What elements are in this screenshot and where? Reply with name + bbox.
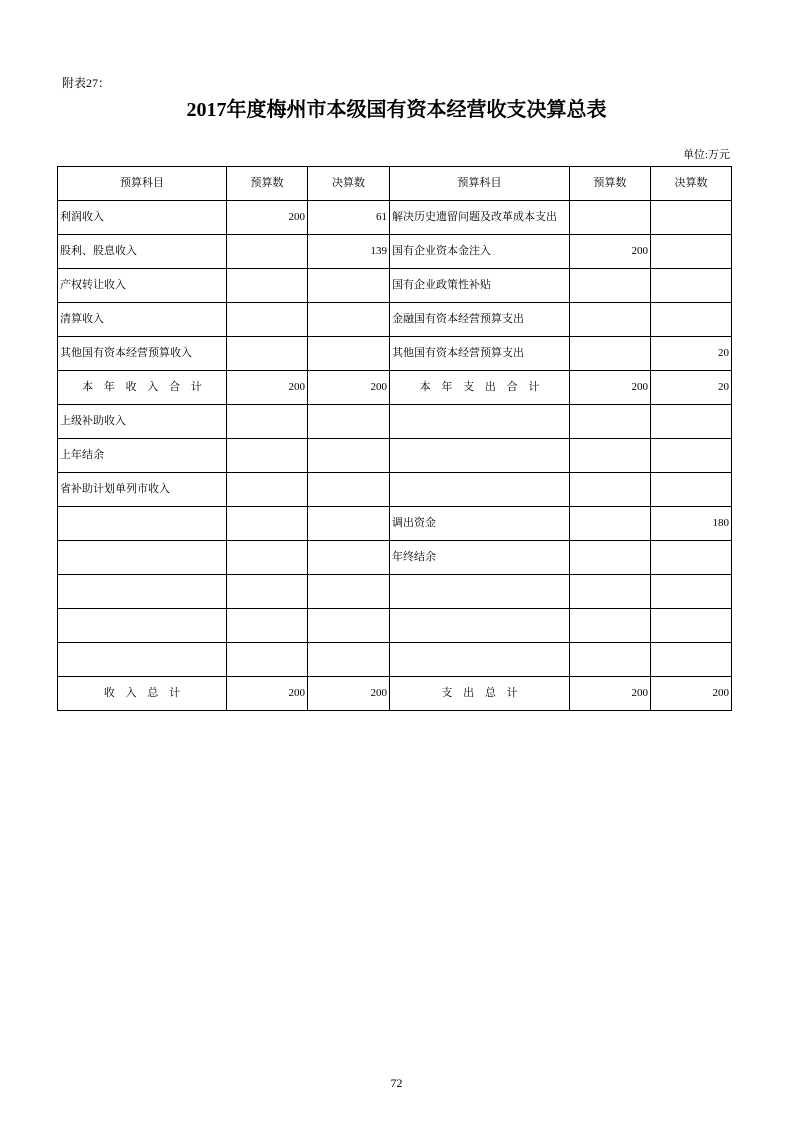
table-row <box>58 201 732 235</box>
income-budget-cell <box>227 337 308 371</box>
table-row <box>58 235 732 269</box>
income-final-cell <box>308 405 390 439</box>
income-item-cell: 收 入 总 计 <box>58 677 227 711</box>
table-row <box>58 609 732 643</box>
income-final-cell <box>308 643 390 677</box>
income-budget-cell <box>227 235 308 269</box>
income-item-cell: 产权转让收入 <box>58 269 227 303</box>
expense-final-cell <box>651 405 732 439</box>
expense-item-cell: 国有企业政策性补贴 <box>390 269 570 303</box>
expense-item-cell: 年终结余 <box>390 541 570 575</box>
income-budget-cell <box>227 405 308 439</box>
expense-final-cell: 200 <box>651 677 732 711</box>
expense-final-cell: 20 <box>651 371 732 405</box>
expense-final-cell <box>651 439 732 473</box>
expense-budget-cell: 200 <box>570 371 651 405</box>
header-expense-item: 预算科目 <box>390 167 570 201</box>
header-income-budget: 预算数 <box>227 167 308 201</box>
expense-item-cell: 国有企业资本金注入 <box>390 235 570 269</box>
expense-final-cell <box>651 609 732 643</box>
expense-item-cell <box>390 439 570 473</box>
expense-budget-cell: 200 <box>570 677 651 711</box>
expense-item-cell: 其他国有资本经营预算支出 <box>390 337 570 371</box>
income-final-cell <box>308 269 390 303</box>
expense-budget-cell <box>570 643 651 677</box>
expense-final-cell <box>651 201 732 235</box>
budget-final-account-table <box>57 166 732 711</box>
expense-budget-cell <box>570 473 651 507</box>
income-final-cell: 139 <box>308 235 390 269</box>
income-item-cell: 上年结余 <box>58 439 227 473</box>
expense-item-cell <box>390 575 570 609</box>
expense-budget-cell <box>570 201 651 235</box>
table-row <box>58 303 732 337</box>
expense-final-cell <box>651 643 732 677</box>
income-budget-cell <box>227 609 308 643</box>
income-final-cell <box>308 507 390 541</box>
expense-budget-cell <box>570 405 651 439</box>
expense-item-cell: 本 年 支 出 合 计 <box>390 371 570 405</box>
expense-item-cell: 金融国有资本经营预算支出 <box>390 303 570 337</box>
expense-budget-cell <box>570 507 651 541</box>
income-budget-cell: 200 <box>227 201 308 235</box>
page-title: 2017年度梅州市本级国有资本经营收支决算总表 <box>186 99 607 121</box>
income-final-cell: 200 <box>308 371 390 405</box>
income-item-cell: 上级补助收入 <box>58 405 227 439</box>
table-row <box>58 337 732 371</box>
expense-item-cell <box>390 643 570 677</box>
income-budget-cell <box>227 541 308 575</box>
table-row <box>58 405 732 439</box>
table-row <box>58 439 732 473</box>
expense-final-cell <box>651 235 732 269</box>
expense-budget-cell: 200 <box>570 235 651 269</box>
expense-item-cell: 支 出 总 计 <box>390 677 570 711</box>
income-item-cell <box>58 609 227 643</box>
income-final-cell <box>308 609 390 643</box>
expense-item-cell: 解决历史遗留问题及改革成本支出 <box>390 201 570 235</box>
table-row <box>58 507 732 541</box>
table-body <box>58 201 732 711</box>
expense-budget-cell <box>570 269 651 303</box>
income-item-cell: 利润收入 <box>58 201 227 235</box>
table-row <box>58 643 732 677</box>
header-income-item: 预算科目 <box>58 167 227 201</box>
income-budget-cell <box>227 643 308 677</box>
expense-budget-cell <box>570 303 651 337</box>
header-expense-final: 决算数 <box>651 167 732 201</box>
annual-subtotal-row <box>58 371 732 405</box>
expense-budget-cell <box>570 439 651 473</box>
table-row <box>58 575 732 609</box>
expense-item-cell: 调出资金 <box>390 507 570 541</box>
expense-budget-cell <box>570 609 651 643</box>
unit-label: 单位:万元 <box>682 149 730 161</box>
expense-final-cell <box>651 269 732 303</box>
expense-final-cell <box>651 541 732 575</box>
income-final-cell <box>308 473 390 507</box>
income-budget-cell <box>227 303 308 337</box>
income-final-cell <box>308 439 390 473</box>
table-row <box>58 269 732 303</box>
income-item-cell <box>58 507 227 541</box>
table-row <box>58 541 732 575</box>
income-budget-cell <box>227 439 308 473</box>
income-final-cell <box>308 541 390 575</box>
expense-budget-cell <box>570 575 651 609</box>
income-budget-cell <box>227 507 308 541</box>
income-item-cell <box>58 575 227 609</box>
expense-final-cell <box>651 303 732 337</box>
table-row <box>58 473 732 507</box>
income-item-cell <box>58 643 227 677</box>
attachment-label: 附表27： <box>62 76 111 90</box>
income-final-cell <box>308 575 390 609</box>
page-number: 72 <box>390 1076 403 1090</box>
expense-final-cell <box>651 575 732 609</box>
income-item-cell: 清算收入 <box>58 303 227 337</box>
expense-final-cell <box>651 473 732 507</box>
income-final-cell: 61 <box>308 201 390 235</box>
expense-final-cell: 20 <box>651 337 732 371</box>
income-final-cell: 200 <box>308 677 390 711</box>
table-header-row <box>58 167 732 201</box>
expense-item-cell <box>390 473 570 507</box>
income-item-cell: 其他国有资本经营预算收入 <box>58 337 227 371</box>
income-item-cell <box>58 541 227 575</box>
expense-budget-cell <box>570 541 651 575</box>
header-expense-budget: 预算数 <box>570 167 651 201</box>
income-budget-cell <box>227 269 308 303</box>
income-final-cell <box>308 337 390 371</box>
expense-item-cell <box>390 405 570 439</box>
expense-item-cell <box>390 609 570 643</box>
income-item-cell: 省补助计划单列市收入 <box>58 473 227 507</box>
income-item-cell: 股利、股息收入 <box>58 235 227 269</box>
income-budget-cell <box>227 575 308 609</box>
income-budget-cell: 200 <box>227 677 308 711</box>
expense-final-cell: 180 <box>651 507 732 541</box>
income-item-cell: 本 年 收 入 合 计 <box>58 371 227 405</box>
grand-total-row <box>58 677 732 711</box>
header-income-final: 决算数 <box>308 167 390 201</box>
income-budget-cell: 200 <box>227 371 308 405</box>
income-final-cell <box>308 303 390 337</box>
expense-budget-cell <box>570 337 651 371</box>
income-budget-cell <box>227 473 308 507</box>
